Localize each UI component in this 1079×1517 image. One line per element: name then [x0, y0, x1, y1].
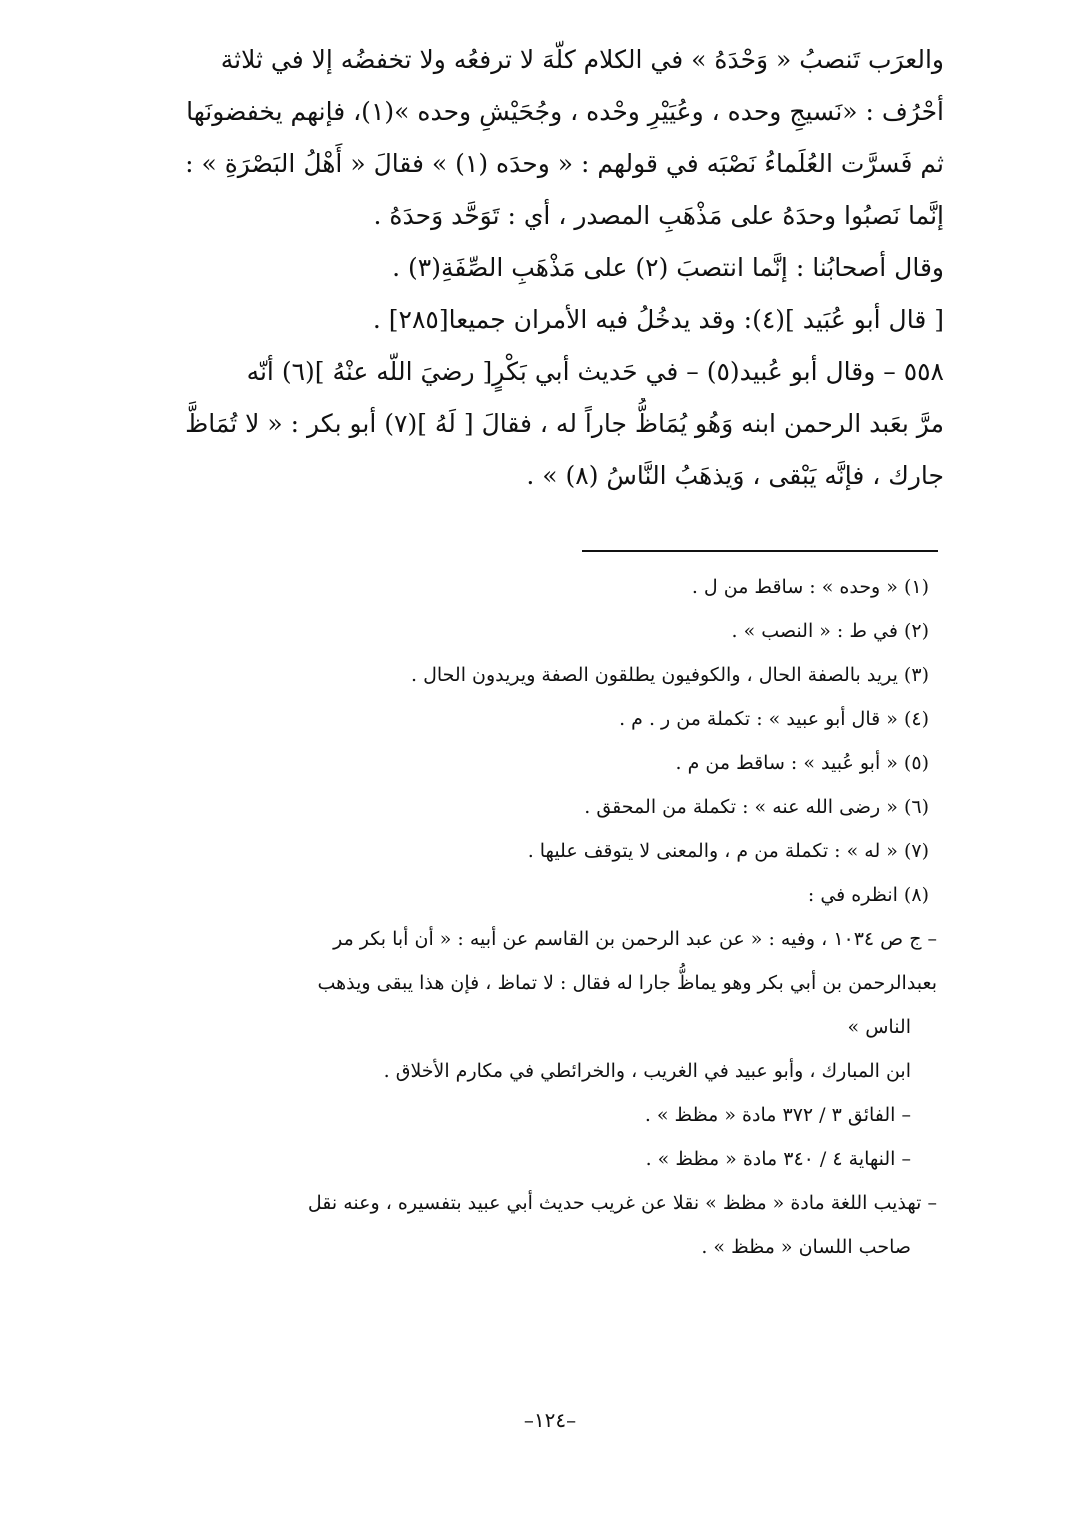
reference-line: ابن المبارك ، وأبو عبيد في الغريب ، والخرائطي في مكارم الأخلاق . — [383, 1060, 911, 1082]
footnotes — [159, 565, 937, 1269]
reference-line: – ج ص ١٠٣٤ ، وفيه : « عن عبد الرحمن بن القاسم عن أبيه : « أن أبا بكر مر — [333, 928, 937, 950]
footnote-separator — [582, 550, 938, 552]
footnote-3: (٣) يريد بالصفة الحال ، والكوفيون يطلقون الصفة ويريدون الحال . — [410, 664, 929, 686]
footnote-2: (٢) في ط : « النصب » . — [731, 620, 929, 642]
footnote-8: (٨) انظره في : — [807, 884, 929, 906]
main-line-6: [ قال أبو عُبَيد ](٤): وقد يدخُلُ فيه الأمران جميعا[٢٨٥] . — [372, 305, 944, 334]
main-line-1: والعرَب تَنصبُ « وَحْدَهُ » في الكلام كلّهَ لا ترفعُه ولا تخفضُه إلا في ثلاثة — [220, 45, 944, 74]
reference-line: – تهذيب اللغة مادة « مظظ » نقلا عن غريب حديث أبي عبيد بتفسيره ، وعنه نقل — [307, 1192, 937, 1214]
page-number: –١٢٤– — [523, 1408, 577, 1432]
main-line-4: إنَّما نَصبُوا وحدَهُ على مَذْهَبِ المصدر ، أي : تَوَحَّد وَحدَهُ . — [373, 201, 944, 230]
main-line-8: مرَّ بعَبد الرحمن ابنه وَهُو يُمَاظُّ جاراً له ، فقالَ [ لَهُ ](٧) أبو بكر : « لا تُمَاظَّ — [185, 409, 944, 438]
footnote-1: (١) « وحده » : ساقط من ل . — [691, 576, 929, 598]
reference-line: – الفائق ٣ / ٣٧٢ مادة « مظظ » . — [644, 1104, 911, 1126]
footnote-4: (٤) « قال أبو عبيد » : تكملة من ر . م . — [619, 708, 929, 730]
footnote-6: (٦) « رضى الله عنه » : تكملة من المحقق . — [584, 796, 929, 818]
footnote-7: (٧) « له » : تكملة من م ، والمعنى لا يتوقف عليها . — [527, 840, 929, 862]
main-line-3: ثم فَسرَّت العُلَماءُ نَصْبَه في قولهم : « وحدَه (١) » فقالَ « أَهْلُ البَصْرَةِ » : — [185, 149, 944, 178]
main-line-7: ٥٥٨ – وقال أبو عُبيد(٥) – في حَديث أبي بَكْرٍ[ رضيَ اللّه عنْهُ ](٦) أنّه — [246, 357, 944, 386]
main-text — [154, 34, 944, 502]
reference-line: الناس » — [847, 1016, 911, 1038]
reference-line: – النهاية ٤ / ٣٤٠ مادة « مظظ » . — [645, 1148, 911, 1170]
footnote-8-references — [159, 917, 937, 1269]
reference-line: صاحب اللسان « مظظ » . — [701, 1236, 911, 1258]
main-line-5: وقال أصحابُنا : إنَّما انتصبَ (٢) على مَذْهَبِ الصِّفَةِ(٣) . — [392, 253, 944, 282]
main-line-9: جارك ، فإنَّه يَبْقى ، وَيذهَبُ النَّاسُ (٨) » . — [526, 461, 944, 490]
footnote-5: (٥) « أبو عُبيد » : ساقط من م . — [675, 752, 929, 774]
main-line-2: أحْرُف : «نَسيجِ وحده ، وعُيَيْرِ وحْده ، وجُحَيْشِ وحده »(١)، فإنهم يخفضونَها — [186, 97, 944, 126]
reference-line: بعبدالرحمن بن أبي بكر وهو يماظُّ جارا له فقال : لا تماظ ، فإن هذا يبقى ويذهب — [317, 972, 937, 994]
